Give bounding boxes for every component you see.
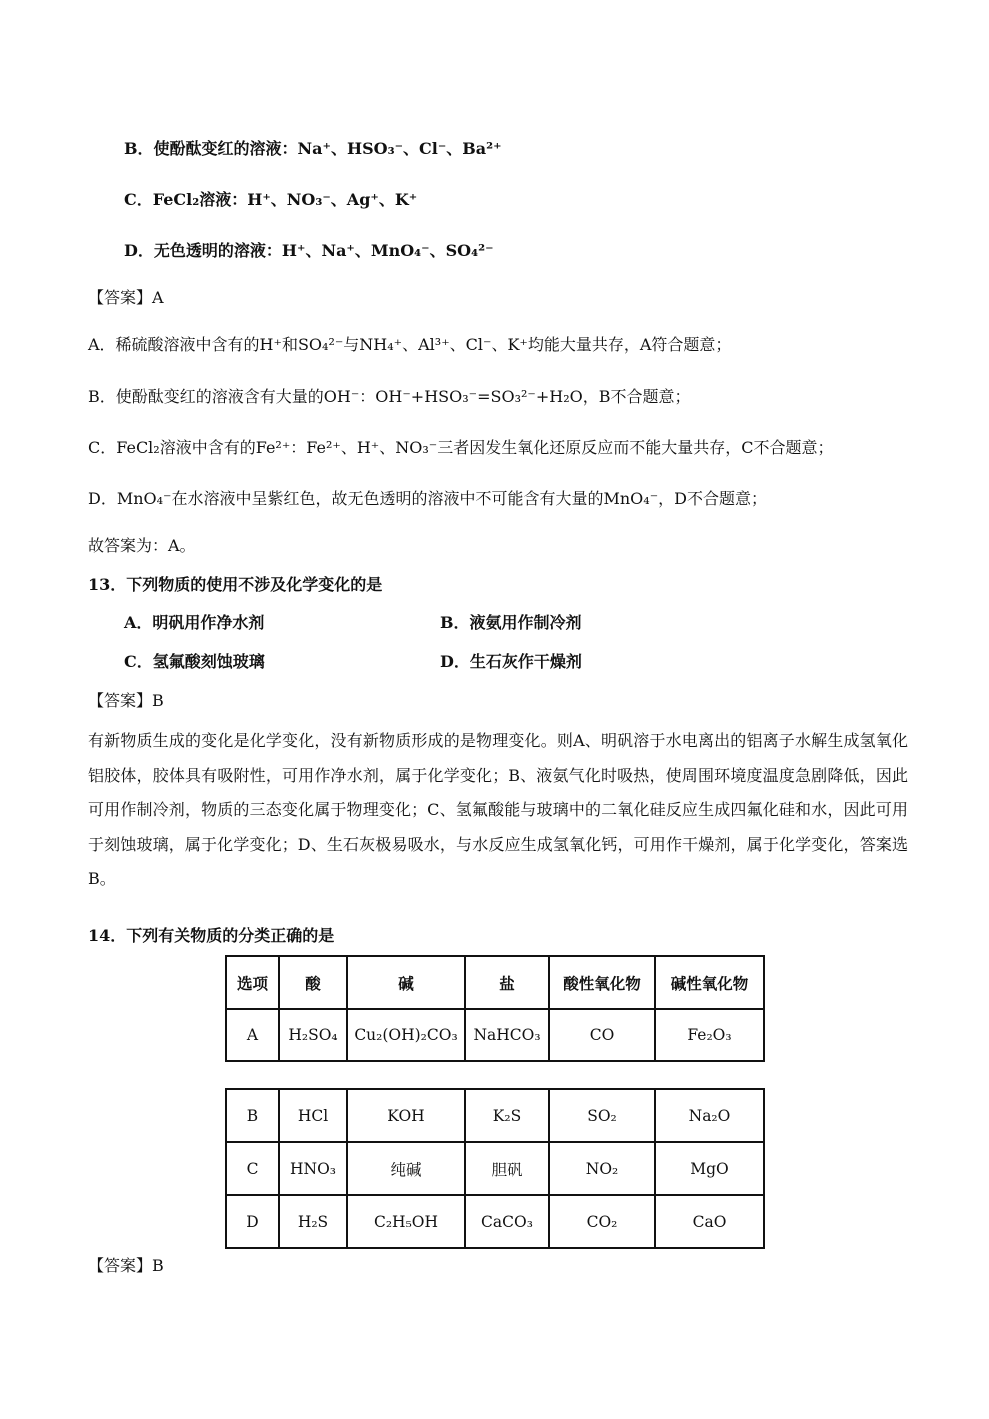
- header-base: 碱: [347, 956, 465, 1009]
- q13-option-c: C．氢氟酸刻蚀玻璃: [124, 652, 265, 671]
- table-cell: H₂SO₄: [279, 1009, 347, 1061]
- q14-table-top: [225, 955, 765, 1062]
- table-header-row: [226, 956, 764, 1009]
- table-row: [226, 1142, 764, 1195]
- table-cell: HCl: [279, 1089, 347, 1142]
- q13-option-a: A．明矾用作净水剂: [124, 613, 265, 632]
- table-cell: C: [226, 1142, 279, 1195]
- table-cell: HNO₃: [279, 1142, 347, 1195]
- table-row: [226, 1009, 764, 1061]
- q12-explanation-c: C．FeCl₂溶液中含有的Fe²⁺：Fe²⁺、H⁺、NO₃⁻三者因发生氧化还原反应而不能大量共存，C不合题意；: [88, 438, 834, 457]
- table-cell: Cu₂(OH)₂CO₃: [347, 1009, 465, 1061]
- table-cell: Na₂O: [655, 1089, 764, 1142]
- table-row: [226, 1089, 764, 1142]
- q13-option-d: D．生石灰作干燥剂: [440, 652, 582, 671]
- q13-option-b: B．液氨用作制冷剂: [440, 613, 582, 632]
- q14-answer: 【答案】B: [88, 1256, 164, 1275]
- header-option: 选项: [226, 956, 279, 1009]
- table-cell: 纯碱: [347, 1142, 465, 1195]
- q14-stem: 14．下列有关物质的分类正确的是: [88, 926, 335, 945]
- table-cell: A: [226, 1009, 279, 1061]
- q12-option-c: C．FeCl₂溶液：H⁺、NO₃⁻、Ag⁺、K⁺: [124, 190, 418, 209]
- q13-answer: 【答案】B: [88, 691, 164, 710]
- q13-stem: 13．下列物质的使用不涉及化学变化的是: [88, 575, 383, 594]
- header-basic-oxide: 碱性氧化物: [655, 956, 764, 1009]
- table-cell: NO₂: [549, 1142, 655, 1195]
- table-row: [226, 1195, 764, 1248]
- q12-option-b: B．使酚酞变红的溶液：Na⁺、HSO₃⁻、Cl⁻、Ba²⁺: [124, 139, 502, 158]
- table-cell: D: [226, 1195, 279, 1248]
- table-cell: H₂S: [279, 1195, 347, 1248]
- q12-option-d: D．无色透明的溶液：H⁺、Na⁺、MnO₄⁻、SO₄²⁻: [124, 241, 494, 260]
- q12-conclusion: 故答案为：A。: [88, 536, 196, 555]
- q12-answer: 【答案】A: [88, 288, 164, 307]
- table-cell: KOH: [347, 1089, 465, 1142]
- q13-explanation: 有新物质生成的变化是化学变化，没有新物质形成的是物理变化。则A、明矾溶于水电离出的铝离子水解生成氢氧化铝胶体，胶体具有吸附性，可用作净水剂，属于化学变化；B、液氨气化时吸热，使周围环境度温度急剧降低，因此可用作制冷剂，物质的三态变化属于物理变化；C、氢氟酸能与玻璃中的二氧化硅反应生成四氟化硅和水，因此可用于刻蚀玻璃，属于化学变化；D、生石灰极易吸水，与水反应生成氢氧化钙，可用作干燥剂，属于化学变化，答案选B。: [88, 731, 908, 888]
- table-cell: CO₂: [549, 1195, 655, 1248]
- table-cell: CaO: [655, 1195, 764, 1248]
- table-cell: C₂H₅OH: [347, 1195, 465, 1248]
- header-salt: 盐: [465, 956, 549, 1009]
- table-cell: SO₂: [549, 1089, 655, 1142]
- q14-table-bottom: [225, 1088, 765, 1249]
- table-cell: CO: [549, 1009, 655, 1061]
- q12-explanation-d: D．MnO₄⁻在水溶液中呈紫红色，故无色透明的溶液中不可能含有大量的MnO₄⁻，D不合题意；: [88, 489, 767, 508]
- header-acid: 酸: [279, 956, 347, 1009]
- table-cell: MgO: [655, 1142, 764, 1195]
- header-acidic-oxide: 酸性氧化物: [549, 956, 655, 1009]
- table-cell: 胆矾: [465, 1142, 549, 1195]
- table-cell: B: [226, 1089, 279, 1142]
- table-cell: CaCO₃: [465, 1195, 549, 1248]
- q12-explanation-a: A．稀硫酸溶液中含有的H⁺和SO₄²⁻与NH₄⁺、Al³⁺、Cl⁻、K⁺均能大量共存，A符合题意；: [88, 335, 732, 354]
- table-cell: Fe₂O₃: [655, 1009, 764, 1061]
- q12-explanation-b: B．使酚酞变红的溶液含有大量的OH⁻：OH⁻+HSO₃⁻=SO₃²⁻+H₂O，B不合题意；: [88, 387, 691, 406]
- table-cell: K₂S: [465, 1089, 549, 1142]
- table-cell: NaHCO₃: [465, 1009, 549, 1061]
